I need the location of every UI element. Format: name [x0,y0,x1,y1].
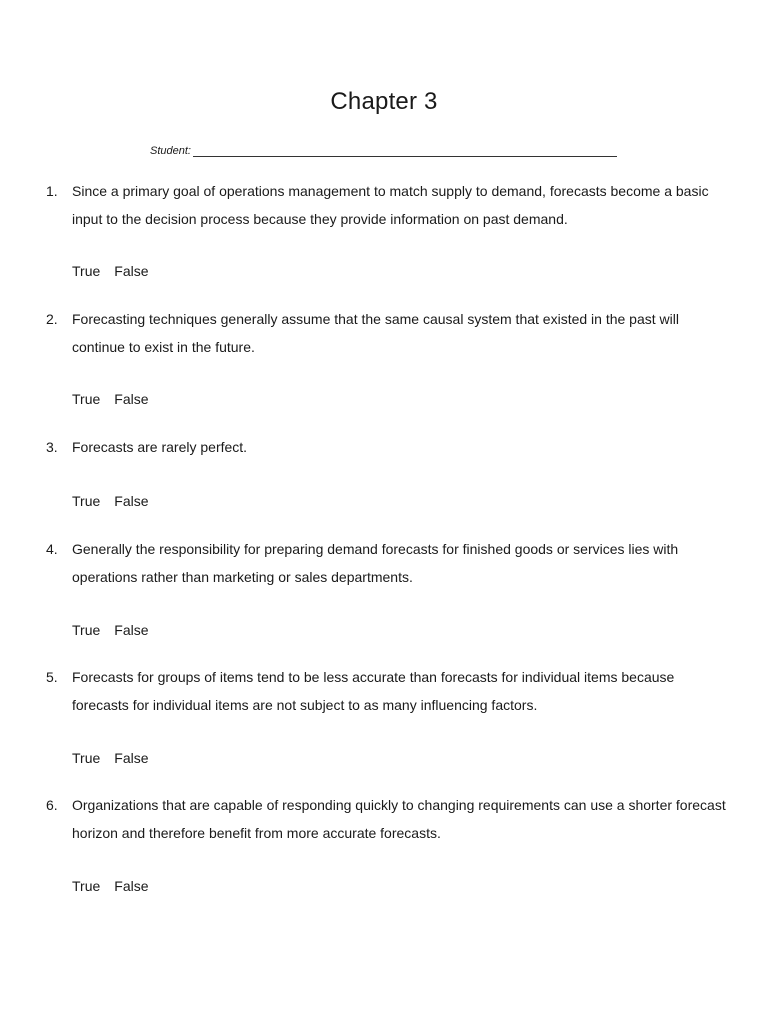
question-text: Since a primary goal of operations management to match supply to demand, forecasts become a basic input to the decision process because they provide information on past demand. [72,183,709,227]
answer-false[interactable]: False [114,493,149,509]
answer-options [72,750,149,766]
answer-true[interactable]: True [72,750,101,766]
answer-options [72,263,149,279]
question-text: Forecasts for groups of items tend to be less accurate than forecasts for individual items because forecasts for individual items are not subject to as many influencing factors. [72,669,675,713]
question-text: Forecasting techniques generally assume that the same causal system that existed in the past will continue to exist in the future. [72,311,679,355]
question-number: 1. [46,183,58,199]
question-text: Forecasts are rarely perfect. [72,439,248,455]
answer-false[interactable]: False [114,391,149,407]
answer-false[interactable]: False [114,878,149,894]
answer-options [72,878,149,894]
student-name-line [150,144,617,157]
answer-true[interactable]: True [72,493,101,509]
page-title: Chapter 3 [330,88,438,115]
answer-options [72,391,149,407]
student-name-field[interactable] [193,144,617,157]
question-text: Generally the responsibility for preparing demand forecasts for finished goods or services lies with operations rather than marketing or sales departments. [72,541,679,585]
question-number: 6. [46,797,58,813]
answer-options [72,493,149,509]
answer-true[interactable]: True [72,622,101,638]
student-label: Student: [150,145,191,157]
answer-true[interactable]: True [72,263,101,279]
answer-true[interactable]: True [72,391,101,407]
answer-true[interactable]: True [72,878,101,894]
question-text: Organizations that are capable of responding quickly to changing requirements can use a shorter forecast horizon and therefore benefit from more accurate forecasts. [72,797,726,841]
answer-false[interactable]: False [114,263,149,279]
answer-options [72,622,149,638]
question-number: 5. [46,669,58,685]
answer-false[interactable]: False [114,750,149,766]
question-number: 4. [46,541,58,557]
question-number: 2. [46,311,58,327]
answer-false[interactable]: False [114,622,149,638]
question-number: 3. [46,439,58,455]
